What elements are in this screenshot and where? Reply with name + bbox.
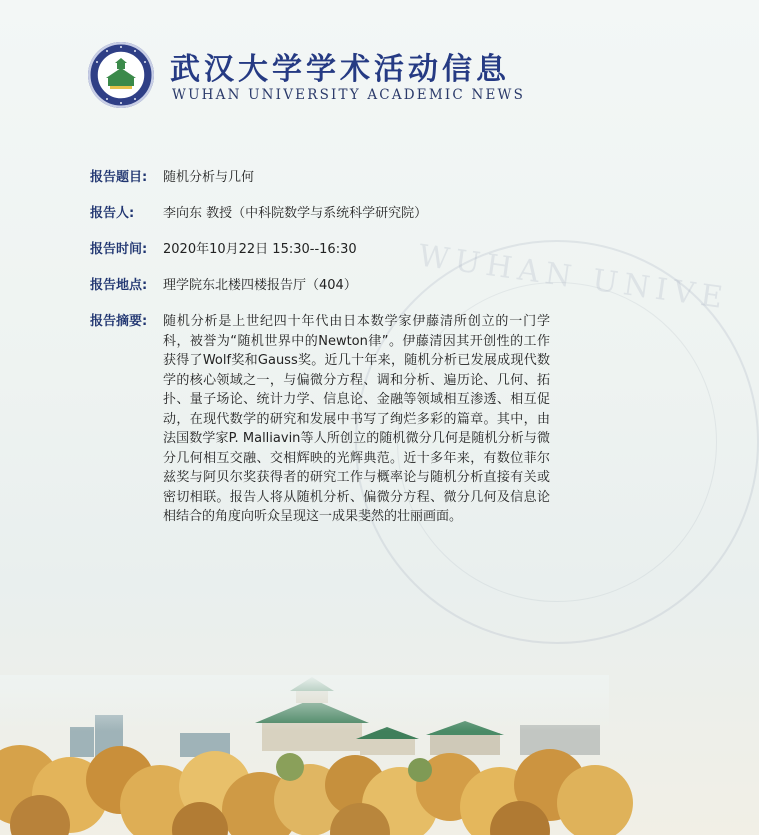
campus-scenery-illustration (0, 675, 609, 835)
university-seal-icon (88, 42, 154, 108)
time-label: 报告时间: (90, 242, 148, 257)
header-title-cn: 武汉大学学术活动信息 (170, 52, 510, 87)
abstract-row (90, 312, 550, 527)
abstract-label: 报告摘要: (90, 314, 148, 329)
place-label: 报告地点: (90, 278, 148, 293)
report-title-value: 随机分析与几何 (163, 170, 255, 185)
time-value: 2020年10月22日 15:30--16:30 (163, 242, 357, 257)
header-title-en: WUHAN UNIVERSITY ACADEMIC NEWS (172, 87, 526, 103)
report-title-label: 报告题目: (90, 170, 148, 185)
time-row (90, 240, 550, 260)
watermark-text: WUHAN UNIVE (416, 238, 731, 317)
place-row (90, 276, 550, 296)
speaker-row (90, 204, 550, 224)
place-value: 理学院东北楼四楼报告厅（404） (163, 278, 357, 293)
speaker-label: 报告人: (90, 206, 135, 221)
abstract-text: 随机分析是上世纪四十年代由日本数学家伊藤清所创立的一门学科，被誉为“随机世界中的Newton律”。伊藤清因其开创性的工作获得了Wolf奖和Gauss奖。近几十年来，随机分析已发展成现代数学的核心领域之一，与偏微分方程、调和分析、遍历论、几何、拓扑、量子场论、统计力学、信息论、金融等领域相互渗透、相互促动，在现代数学的研究和发展中书写了绚烂多彩的篇章。其中，由法国数学家P. Malliavin等人所创立的随机微分几何是随机分析与微分几何相互交融、交相辉映的光辉典范。近十多年来，有数位菲尔兹奖与阿贝尔奖获得者的研究工作与概率论与随机分析直接有关或密切相联。报告人将从随机分析、偏微分方程、微分几何及信息论相结合的角度向听众呈现这一成果斐然的壮丽画面。 (163, 314, 550, 524)
speaker-value: 李向东 教授（中科院数学与系统科学研究院） (163, 206, 428, 221)
header (88, 42, 528, 108)
report-title-row (90, 168, 550, 188)
